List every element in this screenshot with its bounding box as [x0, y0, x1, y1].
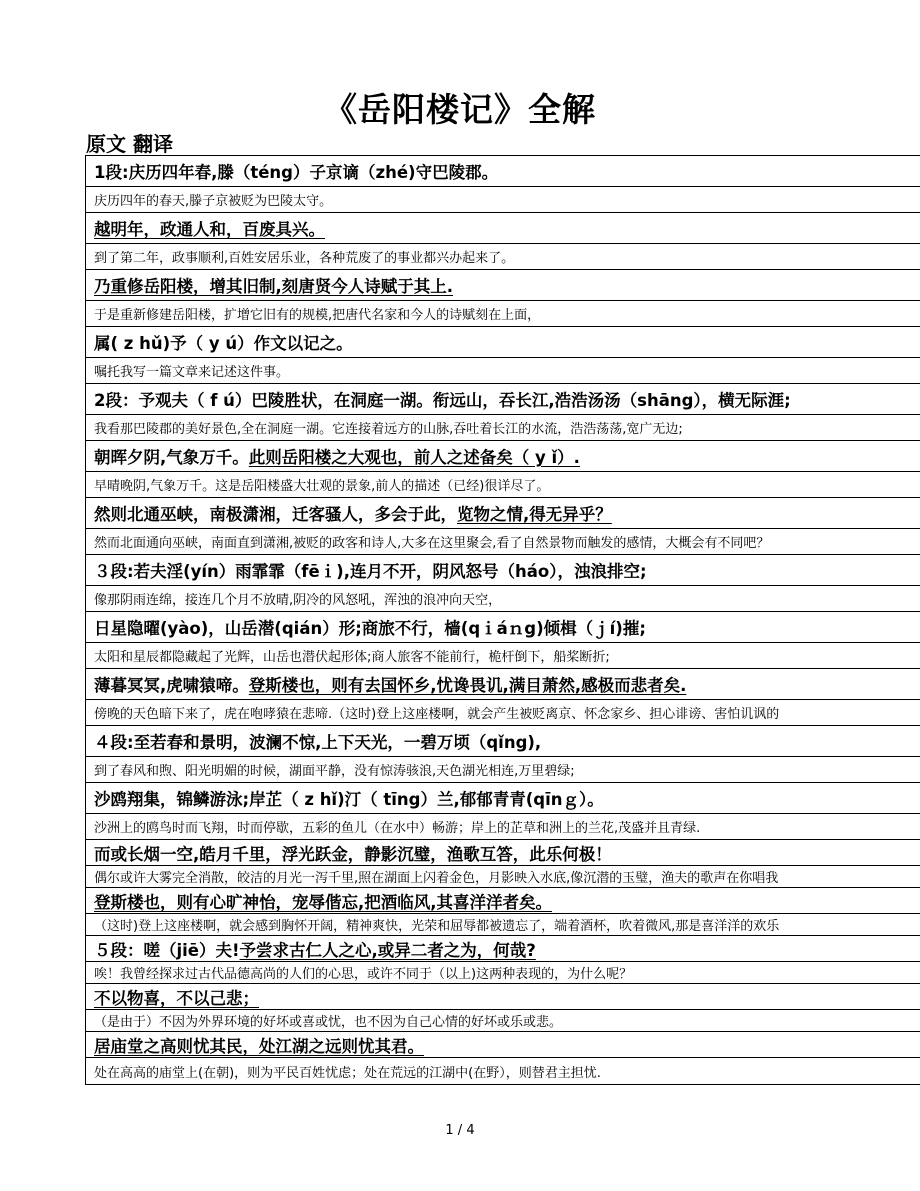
original-text: 居庙堂之高则忧其民，处江湖之远则忧其君。	[94, 1036, 424, 1056]
original-text-row	[86, 1032, 920, 1058]
translation-text: 于是重新修建岳阳楼，扩增它旧有的规模,把唐代名家和今人的诗赋刻在上面，	[94, 308, 541, 323]
original-text: 日星隐曜(yào)，山岳潜(qián）形;商旅不行，樯(qｉáｎg)倾楫（ｊí)摧;	[94, 619, 646, 638]
translation-text: 处在高高的庙堂上(在朝)，则为平民百姓忧虑；处在荒远的江湖中(在野），则替君主担忧.	[94, 1065, 601, 1081]
translation-text: 然而北面通向巫峡，南面直到潇湘,被贬的政客和诗人,大多在这里聚会,看了自然景物而触发的感情，大概会有不同吧？	[94, 536, 770, 551]
translation-text: 到了春风和煦、阳光明媚的时候，湖面平静，没有惊涛骇浪,天色湖光相连,万里碧绿;	[94, 764, 575, 779]
original-text-row	[86, 213, 920, 244]
original-text: 1段:庆历四年春,滕（téng）子京谪（zhé)守巴陵郡。	[94, 163, 499, 182]
translation-text: （是由于）不因为外界环境的好坏或喜或忧，也不因为自己心情的好坏或乐或悲。	[94, 1015, 563, 1030]
translation-text: 偶尔或许大雾完全消散，皎洁的月光一泻千里,照在湖面上闪着金色，月影映入水底,像沉潜的玉璧，渔夫的歌声在你唱我	[94, 871, 779, 886]
original-text-row	[86, 441, 920, 472]
translation-text: 太阳和星辰都隐藏起了光辉，山岳也潜伏起形体;商人旅客不能前行，桅杆倒下，船桨断折;	[94, 650, 610, 665]
section-subtitle: 原文 翻译	[86, 132, 173, 156]
translation-row	[86, 586, 920, 612]
original-text-row	[86, 726, 920, 757]
original-text-row	[86, 384, 920, 415]
original-text-row	[86, 270, 920, 301]
original-text-row	[86, 555, 920, 586]
original-text: 而或长烟一空,皓月千里，浮光跃金，静影沉璧，渔歌互答，此乐何极！	[94, 844, 612, 864]
original-text: ５段：嗟（jiē）夫!	[94, 940, 240, 960]
translation-row	[86, 415, 920, 441]
translation-row	[86, 187, 920, 213]
translation-text: 到了第二年，政事顺利,百姓安居乐业，各种荒废了的事业都兴办起来了。	[94, 251, 515, 266]
original-text-row	[86, 840, 920, 866]
translation-row	[86, 358, 920, 384]
translation-text: 傍晚的天色暗下来了，虎在咆哮猿在悲啼.（这时)登上这座楼啊，就会产生被贬离京、怀念家乡、担心诽谤、害怕讥讽的	[94, 707, 780, 722]
translation-row	[86, 1058, 920, 1084]
translation-text: 早晴晚阴,气象万千。这是岳阳楼盛大壮观的景象,前人的描述（已经)很详尽了。	[94, 479, 550, 494]
translation-row	[86, 757, 920, 783]
original-text-row	[86, 936, 920, 962]
original-text: 属( z hǔ)予（ y ú）作文以记之。	[94, 334, 353, 353]
original-text-row	[86, 783, 920, 814]
translation-text: 沙洲上的鸥鸟时而飞翔，时而停歇，五彩的鱼儿（在水中）畅游；岸上的芷草和洲上的兰花,茂盛并且青绿.	[94, 821, 701, 836]
original-text: 乃重修岳阳楼，增其旧制,刻唐贤今人诗赋于其上.	[94, 277, 454, 296]
translation-row	[86, 301, 920, 327]
document-title: 《岳阳楼记》全解	[324, 90, 596, 129]
original-text: 登斯楼也，则有去国怀乡,忧谗畏讥,满目萧然,感极而悲者矣.	[248, 676, 687, 695]
original-text-row	[86, 669, 920, 700]
original-text-row	[86, 612, 920, 643]
translation-row	[86, 866, 920, 888]
original-text: 此则岳阳楼之大观也，前人之述备矣（ y ǐ）.	[248, 448, 580, 467]
translation-row	[86, 529, 920, 555]
translation-row	[86, 472, 920, 498]
original-text: 览物之情,得无异乎？	[457, 505, 612, 524]
original-text-row	[86, 327, 920, 358]
translation-text: 庆历四年的春天,滕子京被贬为巴陵太守。	[94, 194, 333, 209]
original-text: 薄暮冥冥,虎啸猿啼。	[94, 676, 249, 695]
original-text: 予尝求古仁人之心,或异二者之为，何哉?	[239, 940, 536, 960]
page-number: 1 / 4	[445, 1123, 475, 1138]
original-text: 沙鸥翔集，锦鳞游泳;岸芷（ z hǐ)汀（ tīng）兰,郁郁青青(qīnｇ）。	[94, 790, 604, 809]
original-text-row	[86, 888, 920, 914]
original-text-row	[86, 498, 920, 529]
translation-text: （这时)登上这座楼啊，就会感到胸怀开阔，精神爽快，光荣和屈辱都被遗忘了，端着酒杯，吹着微风,那是喜洋洋的欢乐	[94, 919, 780, 934]
translation-row	[86, 962, 920, 984]
translation-row	[86, 1010, 920, 1032]
translation-row	[86, 814, 920, 840]
translation-row	[86, 643, 920, 669]
original-text: 不以物喜，不以己悲；	[94, 988, 259, 1008]
original-text: 2段：予观夫（ f ú）巴陵胜状，在洞庭一湖。衔远山，吞长江,浩浩汤汤（shāng），横无际涯;	[94, 391, 791, 410]
translation-text: 嘱托我写一篇文章来记述这件事。	[94, 365, 290, 380]
translation-text: 像那阴雨连绵，接连几个月不放晴,阴冷的风怒吼，浑浊的浪冲向天空，	[94, 593, 502, 608]
translation-row	[86, 700, 920, 726]
translation-text: 我看那巴陵郡的美好景色,全在洞庭一湖。它连接着远方的山脉,吞吐着长江的水流，浩浩荡荡,宽广无边;	[94, 422, 683, 437]
translation-row	[86, 914, 920, 936]
original-text-row	[86, 984, 920, 1010]
translation-text: 唉！我曾经探求过古代品德高尚的人们的心思，或许不同于（以上)这两种表现的，为什么呢？	[94, 967, 633, 982]
original-text: 朝晖夕阴,气象万千。	[94, 448, 249, 467]
original-text: ４段:至若春和景明，波澜不惊,上下天光，一碧万顷（qǐng),	[94, 733, 542, 752]
original-text: 越明年，政通人和，百废具兴。	[94, 220, 325, 239]
text-translation-table	[85, 155, 920, 1085]
original-text: ３段:若夫淫(yín）雨霏霏（fēｉ),连月不开，阴风怒号（háo），浊浪排空;	[94, 562, 647, 581]
original-text: 然则北通巫峡，南极潇湘，迁客骚人，多会于此，	[94, 505, 457, 524]
original-text: 登斯楼也，则有心旷神怡，宠辱偕忘,把酒临风,其喜洋洋者矣。	[94, 892, 553, 912]
original-text-row	[86, 156, 920, 187]
translation-row	[86, 244, 920, 270]
